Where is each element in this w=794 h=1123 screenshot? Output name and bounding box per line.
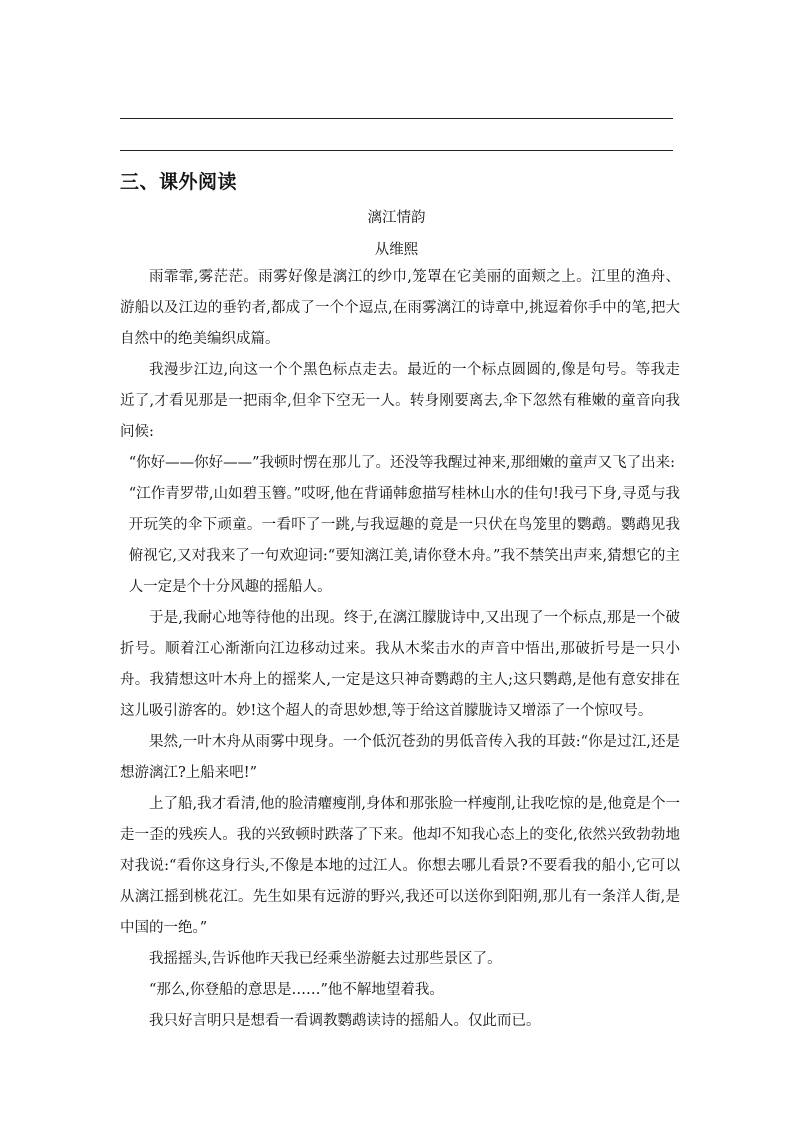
paragraph: “那么,你登船的意思是……”他不解地望着我。 xyxy=(149,982,444,998)
paragraph: 雨霏霏,雾茫茫。雨雾好像是漓江的纱巾,笼罩在它美丽的面颊之上。江里的渔舟、游船以及江边的垂钓者,都成了一个个逗点,在雨雾漓江的诗章中,挑逗着你手中的笔,把大自然中的绝美编织成篇。 xyxy=(120,269,680,347)
paragraph: 我漫步江边,向这一个个黑色标点走去。最近的一个标点圆圆的,像是句号。等我走近了,才看见那是一把雨伞,但伞下空无一人。转身刚要离去,伞下忽然有稚嫩的童音向我问候: xyxy=(120,362,680,440)
paragraph: 我摇摇头,告诉他昨天我已经乘坐游艇去过那些景区了。 xyxy=(149,951,502,967)
answer-line xyxy=(120,118,673,119)
paragraph: 于是,我耐心地等待他的出现。终于,在漓江朦胧诗中,又出现了一个标点,那是一个破折号。顺着江心渐渐向江边移动过来。我从木桨击水的声音中悟出,那破折号是一只小舟。我猜想这叶木舟上的摇桨人,一定是这只神奇鹦鹉的主人;这只鹦鹉,是他有意安排在这儿吸引游客的。妙!这个超人的奇思妙想,等于给这首朦胧诗又增添了一个惊叹号。 xyxy=(120,610,680,719)
paragraph: 上了船,我才看清,他的脸清癯瘦削,身体和那张脸一样瘦削,让我吃惊的是,他竟是个一走一歪的残疾人。我的兴致顿时跌落了下来。他却不知我心态上的变化,依然兴致勃勃地对我说:“看你这身行头,不像是本地的过江人。你想去哪儿看景?不要看我的船小,它可以从漓江摇到桃花江。先生如果有远游的野兴,我还可以送你到阳朔,那儿有一条洋人街,是中国的一绝。” xyxy=(120,796,680,936)
paragraph: “江作青罗带,山如碧玉簪。”哎呀,他在背诵韩愈描写桂林山水的佳句!我弓下身,寻觅与我开玩笑的伞下顽童。一看吓了一跳,与我逗趣的竟是一只伏在鸟笼里的鹦鹉。鹦鹉见我俯视它,又对我来了一句欢迎词:“要知漓江美,请你登木舟。”我不禁笑出声来,猜想它的主人一定是个十分风趣的摇船人。 xyxy=(128,486,680,595)
article-author: 从维熙 xyxy=(374,242,419,258)
article-body xyxy=(120,262,680,1037)
paragraph: 我只好言明只是想看一看调教鹦鹉读诗的摇船人。仅此而已。 xyxy=(149,1013,541,1029)
answer-line xyxy=(120,150,673,151)
paragraph: 果然,一叶木舟从雨雾中现身。一个低沉苍劲的男低音传入我的耳鼓:“你是过江,还是想游漓江?上船来吧!” xyxy=(120,734,680,781)
paragraph: “你好——你好——”我顿时愣在那儿了。还没等我醒过神来,那细嫩的童声又飞了出来: xyxy=(128,455,676,471)
section-heading: 三、课外阅读 xyxy=(120,171,238,193)
article-title: 漓江情韵 xyxy=(367,210,426,226)
